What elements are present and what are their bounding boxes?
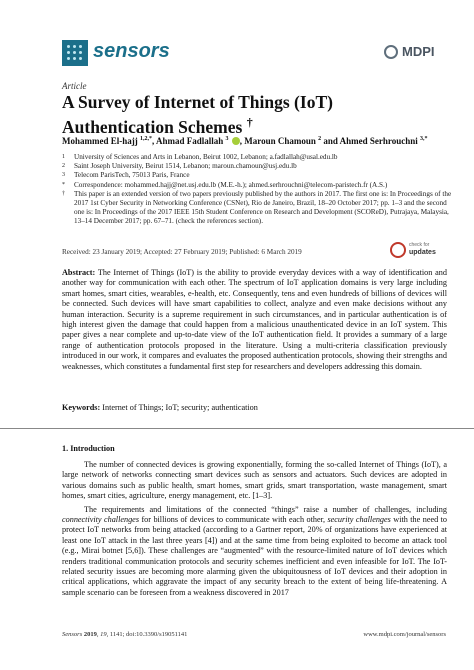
footer-journal: Sensors <box>62 631 83 638</box>
journal-logo-icon <box>62 40 88 66</box>
publication-dates: Received: 23 January 2019; Accepted: 27 February 2019; Published: 6 March 2019 <box>62 248 302 256</box>
title-footnote-mark: † <box>246 115 253 129</box>
author-name[interactable]: Mohammed El-hajj <box>62 136 138 146</box>
affiliation-mark: 1 <box>62 154 65 160</box>
affiliation-text: Telecom ParisTech, 75013 Paris, France <box>74 171 190 180</box>
abstract-label: Abstract: <box>62 268 96 277</box>
author-affil-mark: 2 <box>318 136 322 142</box>
affiliation-item <box>62 162 457 171</box>
keywords-label: Keywords: <box>62 403 101 412</box>
affiliation-text: Saint Joseph University, Beirut 1514, Lebanon; maroun.chamoun@usj.edu.lb <box>74 162 297 171</box>
correspondence <box>62 181 457 190</box>
abstract-text: The Internet of Things (IoT) is the ability to provide everyday devices with a way of identification and another way for communication with each other. The spectrum of IoT application domains is very large including smart homes, smart cities, wearables, e-health, etc. Consequently, tens and even hundreds of billions of devices will be connected. Such devices will have smart capabilities to collect, analyze and even make decisions without any human interaction. Security is a supreme requirement in such circumstances, and in particular authentication is of high interest given the damage that could happen from a malicious unauthenticated device in an IoT system. This paper gives a near complete and up-to-date view of the IoT authentication field. It provides a summary of a large range of authentication protocols proposed in the literature. Using a multi-criteria classification previously introduced in our work, it compares and evaluates the proposed authentication protocols, showing their strengths and weaknesses, which constitutes a fundamental first step for researchers and developers addressing this domain. <box>62 268 447 371</box>
check-updates-line2: updates <box>409 249 436 256</box>
affiliation-mark: * <box>62 181 65 188</box>
affiliation-mark: † <box>62 190 65 197</box>
footer-url[interactable]: www.mdpi.com/journal/sensors <box>363 631 446 638</box>
check-for-updates-badge[interactable] <box>390 240 445 262</box>
affiliation-item <box>62 171 457 180</box>
orcid-icon[interactable] <box>232 137 240 145</box>
paragraph: The number of connected devices is growing exponentially, forming the so-called Internet of Things (IoT), a large network of networks connecting smart devices such as sensors and actuators. Such devices are adopted in various domains such as public health, smart homes, smart grids, smart transportation, waste management, smart homes, smart cities, agriculture, energy management, etc. [1–3]. <box>62 460 447 501</box>
abstract <box>62 268 447 372</box>
affiliation-mark: 3 <box>62 172 65 179</box>
page-title <box>62 92 442 137</box>
author-affil-mark: 1,2,* <box>140 136 152 142</box>
mdpi-logo[interactable] <box>384 44 446 62</box>
mdpi-icon <box>384 45 398 59</box>
author-name[interactable]: Ahmad Fadlallah <box>156 136 224 146</box>
footer-year: 2019 <box>82 631 97 638</box>
correspondence-text: Correspondence: mohammed.hajj@net.usj.edu.lb (M.E.-h.); ahmed.serhrouchni@telecom-paristech.fr (A.S.) <box>74 180 388 189</box>
journal-name[interactable]: sensors <box>93 40 170 62</box>
paragraph-text: The requirements and limitations of the connected “things” raise a number of challenges, including <box>84 504 447 514</box>
title-footnote <box>62 190 457 227</box>
author-affil-mark: 3 <box>225 136 229 142</box>
body-text <box>62 460 447 598</box>
keywords-text: Internet of Things; IoT; security; authentication <box>100 403 258 412</box>
publisher-name: MDPI <box>402 44 435 59</box>
emphasis-text: security challenges <box>327 515 391 525</box>
check-updates-line1: check for <box>409 242 430 248</box>
paragraph-text: for billions of devices to communicate with each other, <box>139 515 328 525</box>
author-affil-mark: 3,* <box>420 136 428 142</box>
keywords <box>62 403 447 412</box>
affiliation-text: University of Sciences and Arts in Lebanon, Beirut 1002, Lebanon; a.fadlallah@usal.edu.lb <box>74 153 338 161</box>
author-separator: , <box>239 136 245 146</box>
affiliation-item <box>62 153 457 162</box>
paragraph-text: with the need to protect IoT networks from being attacked (according to a Gartner report, 20% of organizations have experienced at least one IoT attack in the last three years [4]) and at the same time from being exploited to become an attack tool (e.g., Mirai botnet [5,6]). These challenges are “augmented” with the resource-limited nature of IoT devices which renders traditional communication protocols and security schemes inefficient and even infeasible for IoT. The IoT-related security issues are becoming more alarming given the ubiquitousness of IoT devices and their adoption in critical applications, which aggravate the impact of any security breach to the extent of being life-threatening. A sample scenario can be foreseen from a weakness discovered in 2017 <box>62 515 447 597</box>
section-divider <box>0 428 474 429</box>
affiliations <box>62 153 457 227</box>
paragraph <box>62 505 447 599</box>
check-updates-icon <box>390 242 406 258</box>
footer-volume: , 19 <box>96 631 107 638</box>
footer-citation <box>62 631 187 638</box>
article-type: Article <box>62 81 87 91</box>
author-name[interactable]: Maroun Chamoun <box>244 136 316 146</box>
author-list <box>62 136 462 146</box>
footer-doi[interactable]: , 1141; doi:10.3390/s19051141 <box>106 631 188 638</box>
author-separator: , <box>152 136 157 146</box>
section-heading: 1. Introduction <box>62 444 115 453</box>
title-footnote-text: This paper is an extended version of two papers previously published by the authors in 2017. The first one is: In Proceedings of the 2017 1st Cyber Security in Networking Conference (CSNet), Rio de Janeiro, Brazil, 18–20 October 2017; pp. 1–3 and the second one is: In Proceedings of the 2017 IEEE 15th Student Conference on Research and Development (SCOReD), Putrajaya, Malaysia, 13–14 December 2017; pp. 67–71. (check the references section). <box>74 189 452 226</box>
emphasis-text: connectivity challenges <box>62 515 140 525</box>
author-name[interactable]: Ahmed Serhrouchni <box>339 136 418 146</box>
author-separator: and <box>321 136 340 146</box>
affiliation-mark: 2 <box>62 163 65 170</box>
title-text: A Survey of Internet of Things (IoT) Authentication Schemes <box>62 92 333 137</box>
